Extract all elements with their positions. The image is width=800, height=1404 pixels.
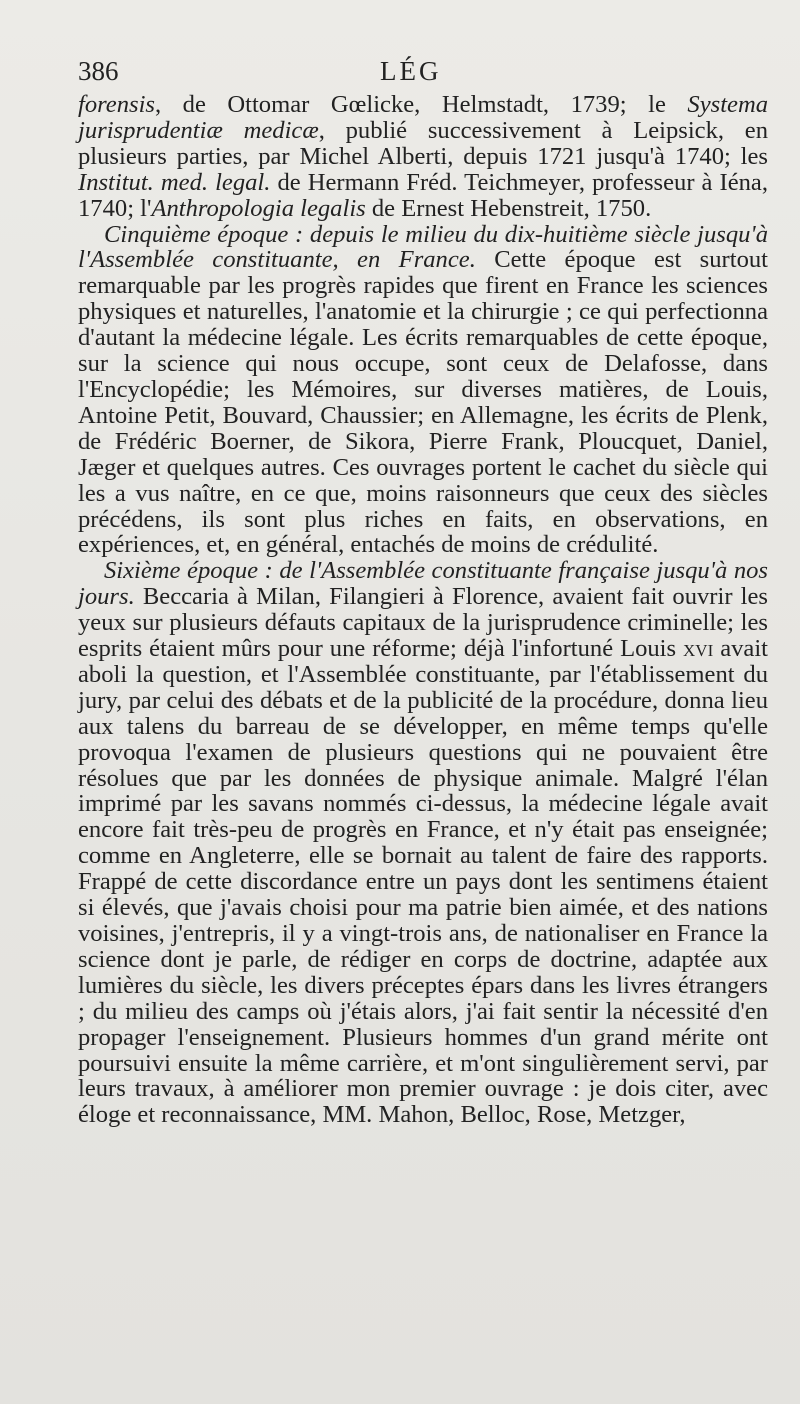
running-head <box>78 56 768 90</box>
text-segment: forensis <box>78 91 155 118</box>
roman-numeral: xvi <box>683 635 714 663</box>
body-text <box>78 92 768 1128</box>
text-segment: Systema jurisprudentiæ medicæ <box>78 91 768 144</box>
section-heading: Cinquième époque : depuis le milieu du dix-huitième siècle jusqu'à l'Assemblée constituante, en France. <box>78 220 768 274</box>
paragraph-sixth-epoch <box>78 558 768 1128</box>
text-segment: de Hermann Fréd. Teichmeyer, professeur à Iéna, 1740; l' <box>78 168 768 222</box>
paragraph-fifth-epoch <box>78 222 768 559</box>
section-heading: Sixième époque : de l'Assemblée constituante française jusqu'à nos jours. <box>78 557 768 611</box>
text-segment: , publié successivement à Leipsick, en plusieurs parties, par Michel Alberti, depuis 1721 jusqu'à 1740; les <box>78 116 768 170</box>
text-segment: avait aboli la question, et l'Assemblée constituante, par l'établissement du jury, par celui des débats et de la publicité de la procédure, donna lieu aux talens du barreau de se développer, en même temps qu'elle provoqua l'examen de plusieurs questions qui ne pouvaient être résolues que par les données de physique animale. Malgré l'élan imprimé par les savans nommés ci-dessus, la médecine légale avait encore fait très-peu de progrès en France, et n'y était pas enseignée; comme en Angleterre, elle se bornait au talent de faire des rapports. Frappé de cette discordance entre un pays dont les sentimens étaient si élevés, que j'avais choisi pour ma patrie bien aimée, et des nations voisines, j'entrepris, il y a vingt-trois ans, de nationaliser en France la science dont je parle, de rédiger en corps de doctrine, adaptée aux lumières du siècle, les divers préceptes épars dans les livres étrangers ; du milieu des camps où j'étais alors, j'ai fait sentir la nécessité d'en propager l'enseignement. Plusieurs hommes d'un grand mérite ont poursuivi ensuite la même carrière, et m'ont singulièrement servi, par leurs travaux, à améliorer mon premier ouvrage : je dois citer, avec éloge et reconnaissance, MM. Mahon, Belloc, Rose, Metzger, <box>78 635 768 1129</box>
text-segment: Institut. med. legal. <box>78 168 271 196</box>
paragraph-continued <box>78 92 768 222</box>
text-segment: , de Ottomar Gœlicke, Helmstadt, 1739; le <box>154 91 688 118</box>
running-title: LÉG <box>380 56 442 86</box>
text-segment: Beccaria à Milan, Filangieri à Florence, avaient fait ouvrir les yeux sur plusieurs défauts capitaux de la jurisprudence criminelle; les esprits étaient mûrs pour une réforme; déjà l'infortuné Louis <box>78 583 768 663</box>
text-segment: Anthropologia legalis <box>151 194 366 222</box>
page-number: 386 <box>78 56 119 86</box>
text-segment: Cette époque est surtout remarquable par les progrès rapides que firent en France les sciences physiques et naturelles, l'anatomie et la chirurgie ; ce qui perfectionna d'autant la médecine légale. Les écrits remarquables de cette époque, sur la science qui nous occupe, sont ceux de Delafosse, dans l'Encyclopédie; les Mémoires, sur diverses matières, de Louis, Antoine Petit, Bouvard, Chaussier; en Allemagne, les écrits de Plenk, de Frédéric Boerner, de Sikora, Pierre Frank, Ploucquet, Daniel, Jæger et quelques autres. Ces ouvrages portent le cachet du siècle qui les a vus naître, en ce que, moins raisonneurs que ceux des siècles précédens, ils sont plus riches en faits, en observations, en expériences, et, en général, entachés de moins de crédulité. <box>78 246 768 559</box>
text-segment: de Ernest Hebenstreit, 1750. <box>365 194 652 222</box>
